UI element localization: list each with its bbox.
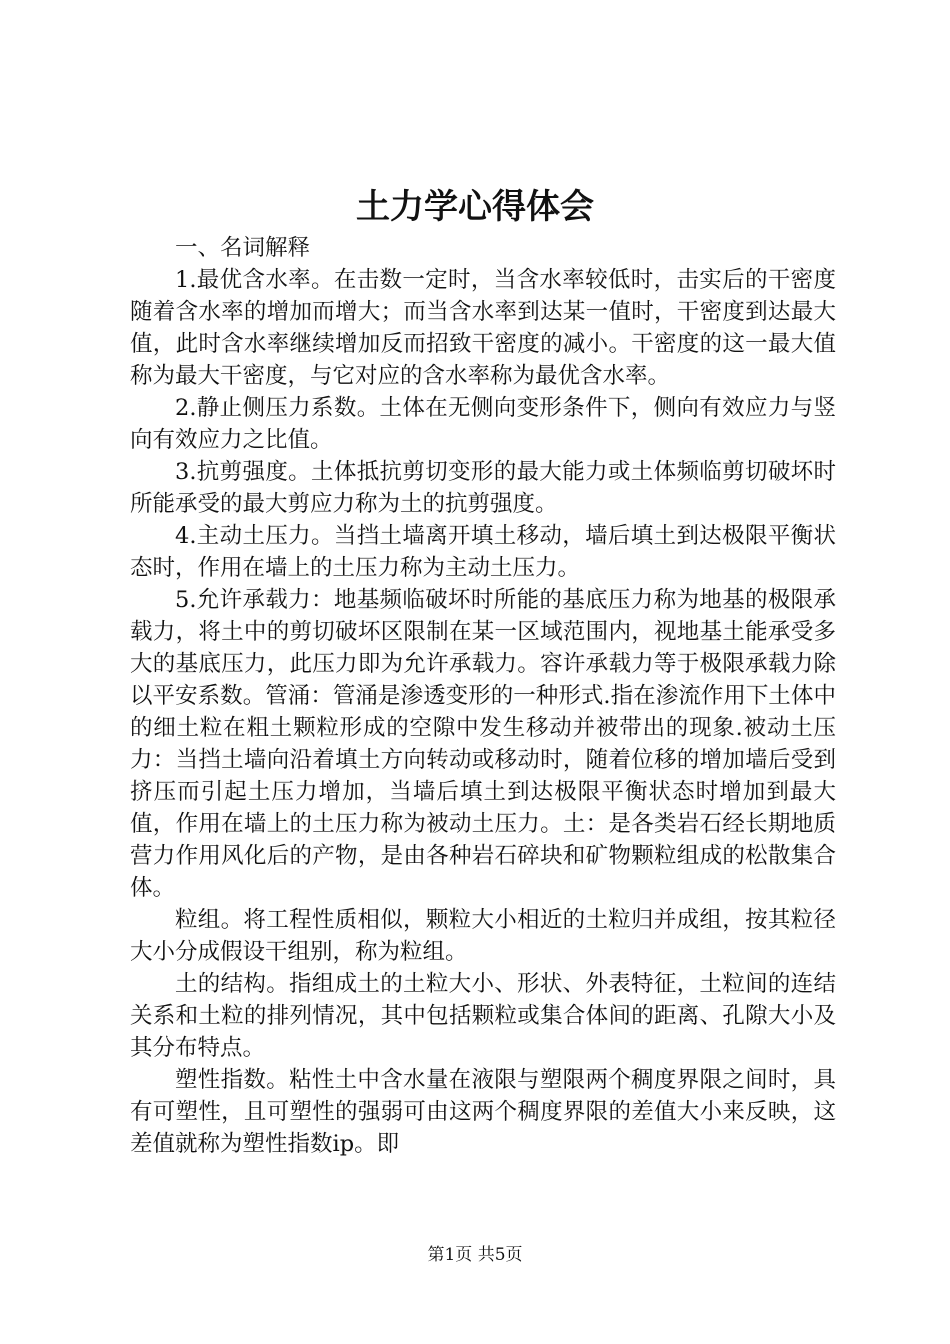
document-body [130, 232, 836, 1160]
paragraph-soil-structure: 土的结构。指组成土的土粒大小、形状、外表特征，土粒间的连结关系和土粒的排列情况，其中包括颗粒或集合体间的距离、孔隙大小及其分布特点。 [130, 971, 836, 1061]
paragraph-plasticity-index: 塑性指数。粘性土中含水量在液限与塑限两个稠度界限之间时，具有可塑性，且可塑性的强弱可由这两个稠度界限的差值大小来反映，这差值就称为塑性指数ip。即 [130, 1067, 836, 1157]
page-number: 第1页 共5页 [427, 1245, 523, 1265]
paragraph-active-earth-pressure: 4.主动土压力。当挡土墙离开填土移动，墙后填土到达极限平衡状态时，作用在墙上的土压力称为主动土压力。 [130, 523, 836, 581]
paragraph-shear-strength: 3.抗剪强度。土体抵抗剪切变形的最大能力或土体频临剪切破坏时所能承受的最大剪应力称为土的抗剪强度。 [130, 459, 836, 517]
paragraph-earth-pressure-coefficient: 2.静止侧压力系数。土体在无侧向变形条件下，侧向有效应力与竖向有效应力之比值。 [130, 395, 836, 453]
paragraph-optimum-moisture: 1.最优含水率。在击数一定时，当含水率较低时，击实后的干密度随着含水率的增加而增大；而当含水率到达某一值时，干密度到达最大值，此时含水率继续增加反而招致干密度的减小。干密度的这一最大值称为最大干密度，与它对应的含水率称为最优含水率。 [130, 267, 836, 389]
paragraph-particle-groups: 粒组。将工程性质相似，颗粒大小相近的土粒归并成组，按其粒径大小分成假设干组别，称为粒组。 [130, 907, 836, 965]
paragraph-allowable-bearing-capacity: 5.允许承载力：地基频临破坏时所能的基底压力称为地基的极限承载力，将土中的剪切破坏区限制在某一区域范围内，视地基土能承受多大的基底压力，此压力即为允许承载力。容许承载力等于极限承载力除以平安系数。管涌：管涌是渗透变形的一种形式.指在渗流作用下土体中的细土粒在粗土颗粒形成的空隙中发生移动并被带出的现象.被动土压力：当挡土墙向沿着填土方向转动或移动时，随着位移的增加墙后受到挤压而引起土压力增加，当墙后填土到达极限平衡状态时增加到最大值，作用在墙上的土压力称为被动土压力。土：是各类岩石经长期地质营力作用风化后的产物，是由各种岩石碎块和矿物颗粒组成的松散集合体。 [130, 587, 836, 901]
section-heading: 一、名词解释 [175, 235, 311, 261]
document-title: 土力学心得体会 [356, 187, 594, 227]
